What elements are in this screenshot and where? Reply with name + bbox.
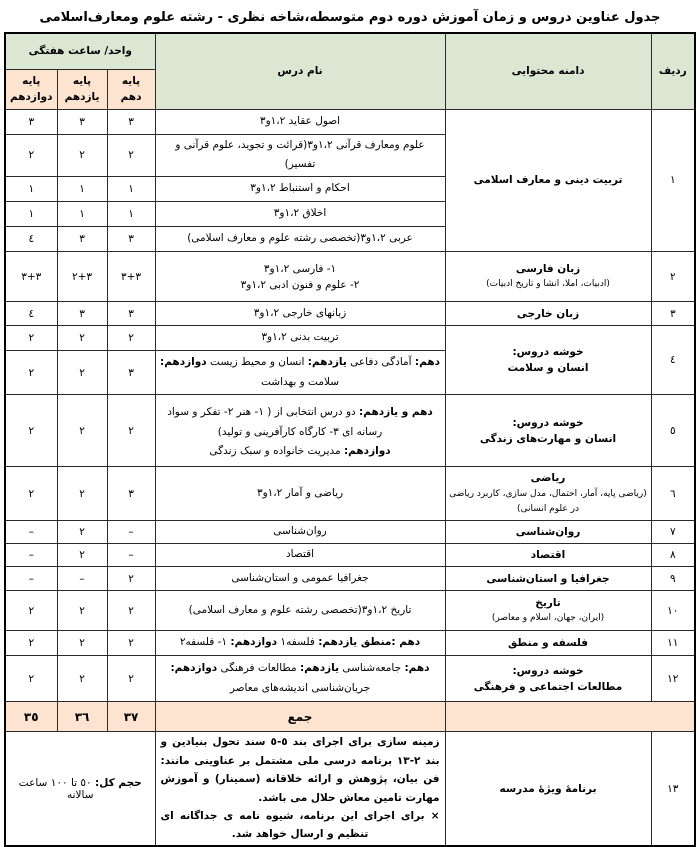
total-volume-cell <box>5 732 155 846</box>
hours-g12: ٤ <box>5 227 57 252</box>
total-domain-spacer <box>445 702 695 732</box>
grade-keyword: یازدهم: <box>318 636 358 649</box>
radif-cell-5: ٥ <box>651 395 695 467</box>
radif-cell-8: ٨ <box>651 544 695 567</box>
grade-11-line2: یازدهم <box>64 91 100 103</box>
hours-g10: ٣ <box>107 351 155 395</box>
course-text: دو درس انتخابی از ( ١- هنر ٢- تفکر و سواد رسانه ای ٣- کارگاه کارآفرینی و تولید) <box>167 405 383 438</box>
domain-cell-13: برنامهٔ ویژهٔ مدرسه <box>445 732 651 846</box>
hours-g11: ٢ <box>57 521 107 544</box>
domain-cell-1: تربیت دینی و معارف اسلامی <box>445 109 651 252</box>
hours-g10: ١ <box>107 177 155 202</box>
hours-g11: ٣ <box>57 302 107 326</box>
hours-g11: ٢ <box>57 134 107 177</box>
domain-subtitle: (ادبیات، املا، انشا و تاریخ ادبیات) <box>486 279 610 290</box>
course-cell <box>155 395 445 467</box>
course-cell: زبانهای خارجی ١،٢و٣ <box>155 302 445 326</box>
hours-g11: ٢ <box>57 326 107 351</box>
grade-keyword: دهم: <box>414 355 441 368</box>
header-domain: دامنه محتوایی <box>445 33 651 109</box>
hours-g10: ٢ <box>107 567 155 591</box>
domain-cell-10 <box>445 591 651 631</box>
hours-g11: ٢ <box>57 591 107 631</box>
hours-g12: ٢ <box>5 351 57 395</box>
radif-cell-2: ٢ <box>651 252 695 302</box>
total-g10: ٣٧ <box>107 702 155 732</box>
hours-g10: ٣ <box>107 467 155 521</box>
grade-12-line2: دوازدهم <box>10 91 53 103</box>
hours-g12: ٣ <box>5 109 57 134</box>
grade-keyword: دهم :منطق <box>357 636 421 649</box>
domain-cell-6 <box>445 467 651 521</box>
hours-g11: ١ <box>57 202 107 227</box>
hours-g12: ٣+٣ <box>5 252 57 302</box>
hours-g10: ٣ <box>107 109 155 134</box>
special-program-paragraph-1: زمینه سازی برای اجرای بند ٥-٥ سند تحول بنیادین و بند ٢-١٣ برنامه درسی ملی مشتمل بر عناوینی مانند: فن بیان، پژوهش و ارائه خلاقانه (سمینار) و آموزش مهارت تامین معاش حلال می باشد. <box>160 736 440 804</box>
domain-title: خوشه دروس: <box>512 664 584 677</box>
special-program-paragraph-2: × برای اجرای این برنامه، شیوه نامه ی جداگانه ای تنظیم و ارسال خواهد شد. <box>160 809 440 841</box>
hours-g11: ٣ <box>57 109 107 134</box>
page-title: جدول عناوین دروس و زمان آموزش دوره دوم متوسطه،شاخه نظری - رشته علوم ومعارف‌اسلامی <box>39 10 661 25</box>
course-cell <box>155 351 445 395</box>
course-line-1: ١- فارسی ١،٢و٣ <box>263 262 337 275</box>
domain-cell-9: جغرافیا و استان‌شناسی <box>445 567 651 591</box>
hours-g11: ٢ <box>57 467 107 521</box>
radif-cell-12: ١٢ <box>651 656 695 702</box>
course-text: فلسفه١ <box>277 636 319 649</box>
domain-cell-12 <box>445 656 651 702</box>
course-cell <box>155 656 445 702</box>
domain-cell-7: روان‌شناسی <box>445 521 651 544</box>
domain-title: خوشه دروس: <box>512 416 584 429</box>
course-text: ١- فلسفه٢ <box>179 636 231 649</box>
hours-g10: – <box>107 521 155 544</box>
course-cell: تاریخ ١،٢و٣(تخصصی رشته علوم و معارف اسلامی) <box>155 591 445 631</box>
header-grade-12 <box>5 69 57 109</box>
grade-keyword: دوازدهم: <box>230 636 278 649</box>
hours-g10: ٢ <box>107 326 155 351</box>
domain-cell-2 <box>445 252 651 302</box>
hours-g12: ١ <box>5 177 57 202</box>
course-text: سلامت و بهداشت <box>260 375 340 388</box>
grade-keyword: یازدهم: <box>300 661 340 674</box>
total-g11: ٣٦ <box>57 702 107 732</box>
hours-g10: ٢ <box>107 656 155 702</box>
hours-g11: ٢ <box>57 656 107 702</box>
grade-keyword: یازدهم: <box>307 355 347 368</box>
radif-cell-1: ١ <box>651 109 695 252</box>
course-cell: علوم ومعارف قرآنی ١،٢و٣(قرائت و تجوید، علوم قرآنی و تفسیر) <box>155 134 445 177</box>
domain-title-2: مطالعات اجتماعی و فرهنگی <box>473 680 623 693</box>
radif-cell-3: ٣ <box>651 302 695 326</box>
grade-11-line1: پایه <box>72 74 92 87</box>
hours-g10: ١ <box>107 202 155 227</box>
total-label: جمع <box>155 702 445 732</box>
hours-g12: ٢ <box>5 134 57 177</box>
grade-keyword: دوازدهم: <box>170 661 218 674</box>
grade-12-line1: پایه <box>22 74 41 87</box>
hours-g12: ٢ <box>5 656 57 702</box>
domain-cell-11: فلسفه و منطق <box>445 631 651 656</box>
domain-title: زبان فارسی <box>515 263 581 276</box>
course-cell: اصول عقاید ١،٢و٣ <box>155 109 445 134</box>
grade-keyword: دوازدهم: <box>160 355 207 368</box>
course-text: آمادگی دفاعی <box>346 355 415 368</box>
total-volume-value: ٥٠ تا ١٠٠ ساعت سالانه <box>18 776 96 801</box>
domain-subtitle: (ایران، جهان، اسلام و معاصر) <box>491 613 605 624</box>
hours-g11: ٢ <box>57 351 107 395</box>
header-grade-11 <box>57 69 107 109</box>
radif-cell-11: ١١ <box>651 631 695 656</box>
hours-g12: ٢ <box>5 395 57 467</box>
hours-g10: ٣ <box>107 227 155 252</box>
hours-g12: ١ <box>5 202 57 227</box>
hours-g12: – <box>5 567 57 591</box>
domain-title-2: انسان و مهارت‌های زندگی <box>479 432 617 445</box>
hours-g11: ٢ <box>57 631 107 656</box>
hours-g11: ٢ <box>57 395 107 467</box>
domain-title: ریاضی <box>530 472 566 485</box>
course-text: مطالعات فرهنگی <box>217 661 300 674</box>
course-cell: ریاضی و آمار ١،٢و٣ <box>155 467 445 521</box>
course-cell <box>155 631 445 656</box>
radif-cell-6: ٦ <box>651 467 695 521</box>
course-cell: اقتصاد <box>155 544 445 567</box>
hours-g10: ٢ <box>107 134 155 177</box>
course-text: انسان و محیط زیست <box>206 355 308 368</box>
hours-g10: ٢ <box>107 395 155 467</box>
hours-g12: ٢ <box>5 591 57 631</box>
total-g12: ٣٥ <box>5 702 57 732</box>
grade-keyword: دهم: <box>404 661 430 674</box>
grade-keyword: دوازدهم: <box>343 444 391 457</box>
radif-cell-10: ١٠ <box>651 591 695 631</box>
hours-g11: ٣+٢ <box>57 252 107 302</box>
domain-title: تاریخ <box>535 597 561 610</box>
domain-title: خوشه دروس: <box>512 346 584 359</box>
hours-g12: ٢ <box>5 467 57 521</box>
hours-g11: – <box>57 567 107 591</box>
special-program-text <box>155 732 445 846</box>
hours-g12: ٢ <box>5 631 57 656</box>
domain-cell-8: اقتصاد <box>445 544 651 567</box>
domain-cell-5 <box>445 395 651 467</box>
hours-g10: – <box>107 544 155 567</box>
course-cell: احکام و استنباط ١،٢و٣ <box>155 177 445 202</box>
grade-10-line1: پایه <box>121 74 141 87</box>
course-cell: عربی ١،٢و٣(تخصصی رشته علوم و معارف اسلامی) <box>155 227 445 252</box>
radif-cell-13: ١٣ <box>651 732 695 846</box>
course-line-2: ٢- علوم و فنون ادبی ١،٢و٣ <box>240 278 360 291</box>
radif-cell-4: ٤ <box>651 326 695 395</box>
grade-10-line2: دهم <box>120 91 142 103</box>
hours-g12: – <box>5 521 57 544</box>
hours-g10: ٣+٣ <box>107 252 155 302</box>
hours-g11: ٣ <box>57 227 107 252</box>
course-text: مدیریت خانواده و سبک زندگی <box>209 444 344 457</box>
total-volume-label: حجم کل: <box>95 776 142 789</box>
radif-cell-9: ٩ <box>651 567 695 591</box>
header-radif: ردیف <box>651 33 695 109</box>
domain-subtitle: (ریاضی پایه، آمار، احتمال، مدل سازی، کاربرد ریاضی در علوم انسانی) <box>449 488 647 514</box>
course-cell: روان‌شناسی <box>155 521 445 544</box>
hours-g10: ٢ <box>107 631 155 656</box>
curriculum-table <box>4 32 696 847</box>
hours-g11: ١ <box>57 177 107 202</box>
course-text: جامعه‌شناسی <box>339 661 405 674</box>
course-cell: تربیت بدنی ١،٢و٣ <box>155 326 445 351</box>
course-cell <box>155 252 445 302</box>
hours-g12: ٢ <box>5 326 57 351</box>
grade-keyword: دهم و یازدهم: <box>359 405 433 418</box>
domain-title-2: انسان و سلامت <box>507 362 589 375</box>
domain-cell-3: زبان خارجی <box>445 302 651 326</box>
header-grade-10 <box>107 69 155 109</box>
course-cell: جغرافیا عمومی و استان‌شناسی <box>155 567 445 591</box>
header-hours: واحد/ ساعت هفتگی <box>5 33 155 69</box>
domain-cell-4 <box>445 326 651 395</box>
course-text: جریان‌شناسی اندیشه‌های معاصر <box>229 681 371 694</box>
hours-g10: ٣ <box>107 302 155 326</box>
hours-g12: ٤ <box>5 302 57 326</box>
course-cell: اخلاق ١،٢و٣ <box>155 202 445 227</box>
radif-cell-7: ٧ <box>651 521 695 544</box>
hours-g10: ٢ <box>107 591 155 631</box>
header-course: نام درس <box>155 33 445 109</box>
hours-g11: ٢ <box>57 544 107 567</box>
hours-g12: – <box>5 544 57 567</box>
